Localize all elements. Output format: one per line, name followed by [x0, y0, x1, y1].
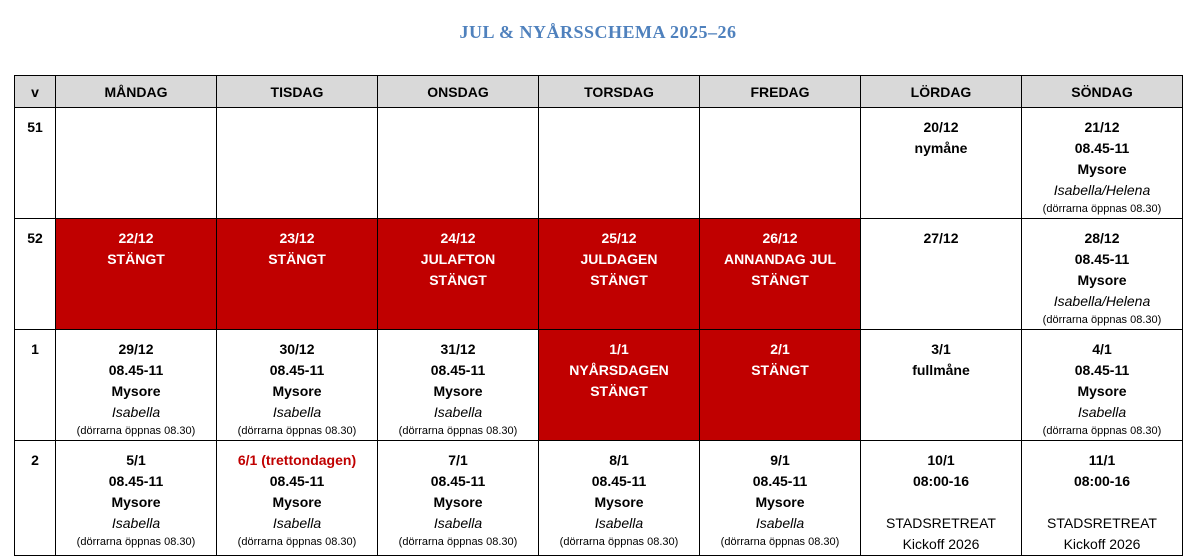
week-number: 1	[31, 341, 39, 357]
week-row	[15, 330, 1183, 441]
cell-note: (dörrarna öppnas 08.30)	[237, 536, 357, 548]
cell-date: 1/1	[609, 341, 629, 357]
cell-closed-label: ANNANDAG JUL	[724, 251, 836, 267]
cell-teacher: Isabella	[594, 515, 644, 531]
week-header: v	[15, 76, 56, 108]
cell-note: (dörrarna öppnas 08.30)	[559, 536, 679, 548]
cell-class: Mysore	[755, 494, 805, 510]
cell-teacher: Isabella	[272, 515, 322, 531]
day-cell-saturday	[861, 108, 1022, 219]
week-number: 2	[31, 452, 39, 468]
day-cell-wednesday	[378, 441, 539, 556]
day-cell-wednesday	[378, 330, 539, 441]
cell-date: 26/12	[762, 230, 798, 246]
cell-closed-label: NYÅRSDAGEN	[569, 362, 669, 378]
cell-teacher: Isabella/Helena	[1053, 293, 1151, 309]
cell-time: 08.45-11	[1074, 251, 1130, 267]
day-cell-sunday	[1022, 441, 1183, 556]
cell-date: 29/12	[118, 341, 154, 357]
cell-day-label: fullmåne	[912, 362, 970, 378]
day-header-saturday: LÖRDAG	[861, 76, 1022, 108]
cell-class: Mysore	[111, 494, 161, 510]
cell-class: Mysore	[594, 494, 644, 510]
cell-note: (dörrarna öppnas 08.30)	[398, 425, 518, 437]
header-row	[15, 76, 1183, 108]
cell-date: 25/12	[601, 230, 637, 246]
day-cell-saturday	[861, 441, 1022, 556]
day-cell-tuesday	[217, 441, 378, 556]
day-cell-friday	[700, 108, 861, 219]
day-cell-monday	[56, 219, 217, 330]
day-cell-sunday	[1022, 330, 1183, 441]
day-header-tuesday: TISDAG	[217, 76, 378, 108]
cell-date: 31/12	[440, 341, 476, 357]
cell-time: 08.45-11	[269, 362, 325, 378]
week-number: 51	[27, 119, 43, 135]
cell-time: 08.45-11	[1074, 140, 1130, 156]
cell-date: 2/1	[770, 341, 790, 357]
cell-date: 20/12	[923, 119, 959, 135]
day-cell-friday	[700, 441, 861, 556]
day-cell-monday	[56, 330, 217, 441]
cell-event-label: Kickoff 2026	[1063, 536, 1141, 552]
cell-date: 5/1	[126, 452, 146, 468]
cell-date: 21/12	[1084, 119, 1120, 135]
cell-teacher: Isabella	[111, 515, 161, 531]
week-row	[15, 108, 1183, 219]
day-header-thursday: TORSDAG	[539, 76, 700, 108]
cell-date: 11/1	[1088, 452, 1116, 468]
cell-closed-label: JULDAGEN	[580, 251, 658, 267]
cell-teacher: Isabella	[1077, 404, 1127, 420]
day-cell-tuesday	[217, 330, 378, 441]
cell-closed-label: STÄNGT	[107, 251, 165, 267]
cell-class: Mysore	[1077, 272, 1127, 288]
day-cell-friday	[700, 219, 861, 330]
day-cell-thursday	[539, 108, 700, 219]
day-header-sunday: SÖNDAG	[1022, 76, 1183, 108]
cell-time: 08.45-11	[269, 473, 325, 489]
cell-closed-label: STÄNGT	[751, 272, 809, 288]
cell-teacher: Isabella	[272, 404, 322, 420]
cell-closed-label: STÄNGT	[590, 272, 648, 288]
cell-note: (dörrarna öppnas 08.30)	[398, 536, 518, 548]
cell-holiday-date: 6/1 (trettondagen)	[237, 452, 357, 468]
cell-teacher: Isabella	[755, 515, 805, 531]
cell-date: 24/12	[440, 230, 476, 246]
day-cell-wednesday	[378, 108, 539, 219]
cell-note: (dörrarna öppnas 08.30)	[76, 425, 196, 437]
cell-day-label	[1022, 492, 1182, 513]
page-title: JUL & NYÅRSSCHEMA 2025–26	[459, 22, 737, 42]
cell-date: 4/1	[1092, 341, 1112, 357]
cell-time: 08.45-11	[430, 473, 486, 489]
day-header-wednesday: ONSDAG	[378, 76, 539, 108]
schedule-table	[14, 75, 1183, 556]
cell-date: 27/12	[923, 230, 959, 246]
cell-closed-label: STÄNGT	[268, 251, 326, 267]
cell-closed-label: STÄNGT	[751, 362, 809, 378]
cell-time: 08.45-11	[752, 473, 808, 489]
day-cell-saturday	[861, 219, 1022, 330]
day-cell-tuesday	[217, 219, 378, 330]
week-number-cell	[15, 330, 56, 441]
cell-date: 3/1	[931, 341, 951, 357]
cell-day-label	[861, 492, 1021, 513]
cell-date: 23/12	[279, 230, 315, 246]
cell-closed-label: STÄNGT	[590, 383, 648, 399]
cell-teacher: Isabella	[433, 515, 483, 531]
cell-note: (dörrarna öppnas 08.30)	[1042, 425, 1162, 437]
cell-day-label: 08:00-16	[1073, 473, 1131, 489]
cell-class: Mysore	[272, 494, 322, 510]
cell-note: (dörrarna öppnas 08.30)	[1042, 314, 1162, 326]
week-number-cell	[15, 441, 56, 556]
cell-event-label: STADSRETREAT	[1047, 515, 1157, 531]
cell-class: Mysore	[1077, 383, 1127, 399]
day-cell-tuesday	[217, 108, 378, 219]
day-cell-friday	[700, 330, 861, 441]
cell-date: 10/1	[927, 452, 955, 468]
cell-time: 08.45-11	[1074, 362, 1130, 378]
day-cell-saturday	[861, 330, 1022, 441]
cell-day-label: nymåne	[914, 140, 968, 156]
cell-date: 30/12	[279, 341, 315, 357]
cell-date: 28/12	[1084, 230, 1120, 246]
day-cell-wednesday	[378, 219, 539, 330]
day-cell-thursday	[539, 219, 700, 330]
cell-note: (dörrarna öppnas 08.30)	[1042, 203, 1162, 215]
week-number-cell	[15, 108, 56, 219]
cell-event-label: Kickoff 2026	[902, 536, 980, 552]
week-row	[15, 219, 1183, 330]
cell-note: (dörrarna öppnas 08.30)	[720, 536, 840, 548]
cell-teacher: Isabella	[433, 404, 483, 420]
cell-class: Mysore	[111, 383, 161, 399]
cell-teacher: Isabella/Helena	[1053, 182, 1151, 198]
cell-class: Mysore	[1077, 161, 1127, 177]
day-cell-thursday	[539, 330, 700, 441]
cell-day-label: 08:00-16	[912, 473, 970, 489]
cell-date: 9/1	[770, 452, 790, 468]
cell-class: Mysore	[272, 383, 322, 399]
day-header-monday: MÅNDAG	[56, 76, 217, 108]
week-number-cell	[15, 219, 56, 330]
day-cell-sunday	[1022, 108, 1183, 219]
cell-time: 08.45-11	[430, 362, 486, 378]
day-header-friday: FREDAG	[700, 76, 861, 108]
cell-date: 22/12	[118, 230, 154, 246]
cell-closed-label: STÄNGT	[429, 272, 487, 288]
day-cell-monday	[56, 441, 217, 556]
week-number: 52	[27, 230, 43, 246]
cell-time: 08.45-11	[108, 473, 164, 489]
day-cell-thursday	[539, 441, 700, 556]
cell-note: (dörrarna öppnas 08.30)	[237, 425, 357, 437]
cell-class: Mysore	[433, 494, 483, 510]
cell-time: 08.45-11	[108, 362, 164, 378]
day-cell-sunday	[1022, 219, 1183, 330]
day-cell-monday	[56, 108, 217, 219]
cell-event-label: STADSRETREAT	[886, 515, 996, 531]
cell-class: Mysore	[433, 383, 483, 399]
cell-time: 08.45-11	[591, 473, 647, 489]
cell-closed-label: JULAFTON	[420, 251, 496, 267]
cell-date: 7/1	[448, 452, 468, 468]
cell-date: 8/1	[609, 452, 629, 468]
week-row	[15, 441, 1183, 556]
cell-teacher: Isabella	[111, 404, 161, 420]
cell-note: (dörrarna öppnas 08.30)	[76, 536, 196, 548]
